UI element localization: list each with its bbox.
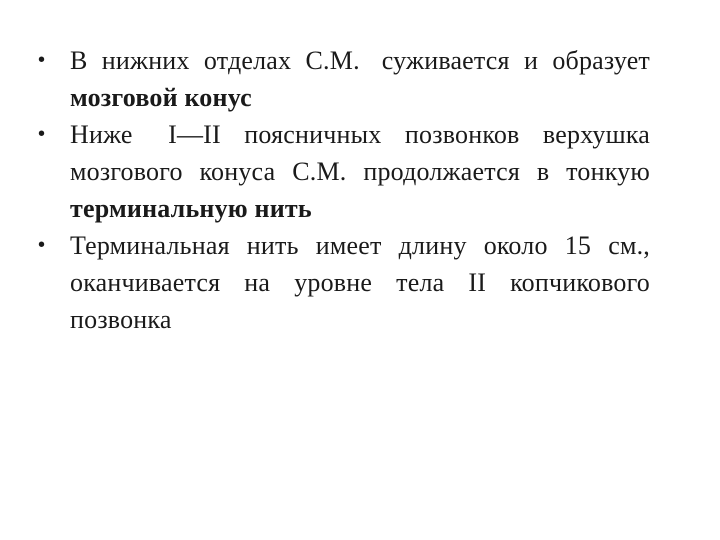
bold-term-conus: мозговой конус: [70, 83, 252, 112]
bullet-item-conus: [38, 42, 650, 116]
bullet-text: I—II поясничных позвонков верхушка мозгового конуса С.М. продолжается в тонкую: [70, 120, 650, 186]
bold-term-filum: терминальную нить: [70, 194, 312, 223]
bullet-text: Ниже: [70, 120, 133, 149]
bullet-text: суживается и образует: [381, 46, 650, 75]
bullet-dot: •: [38, 123, 46, 145]
bullet-item-filum: [38, 116, 650, 227]
bullet-item-length: [38, 227, 650, 338]
bullet-dot: •: [38, 234, 46, 256]
bullet-text: Терминальная нить имеет длину около 15 см., оканчивается на уровне тела II копчикового позвонка: [70, 231, 650, 334]
bullet-dot: •: [38, 49, 46, 71]
bullet-text: В нижних отделах С.М.: [70, 46, 360, 75]
bullet-list: [0, 42, 720, 338]
